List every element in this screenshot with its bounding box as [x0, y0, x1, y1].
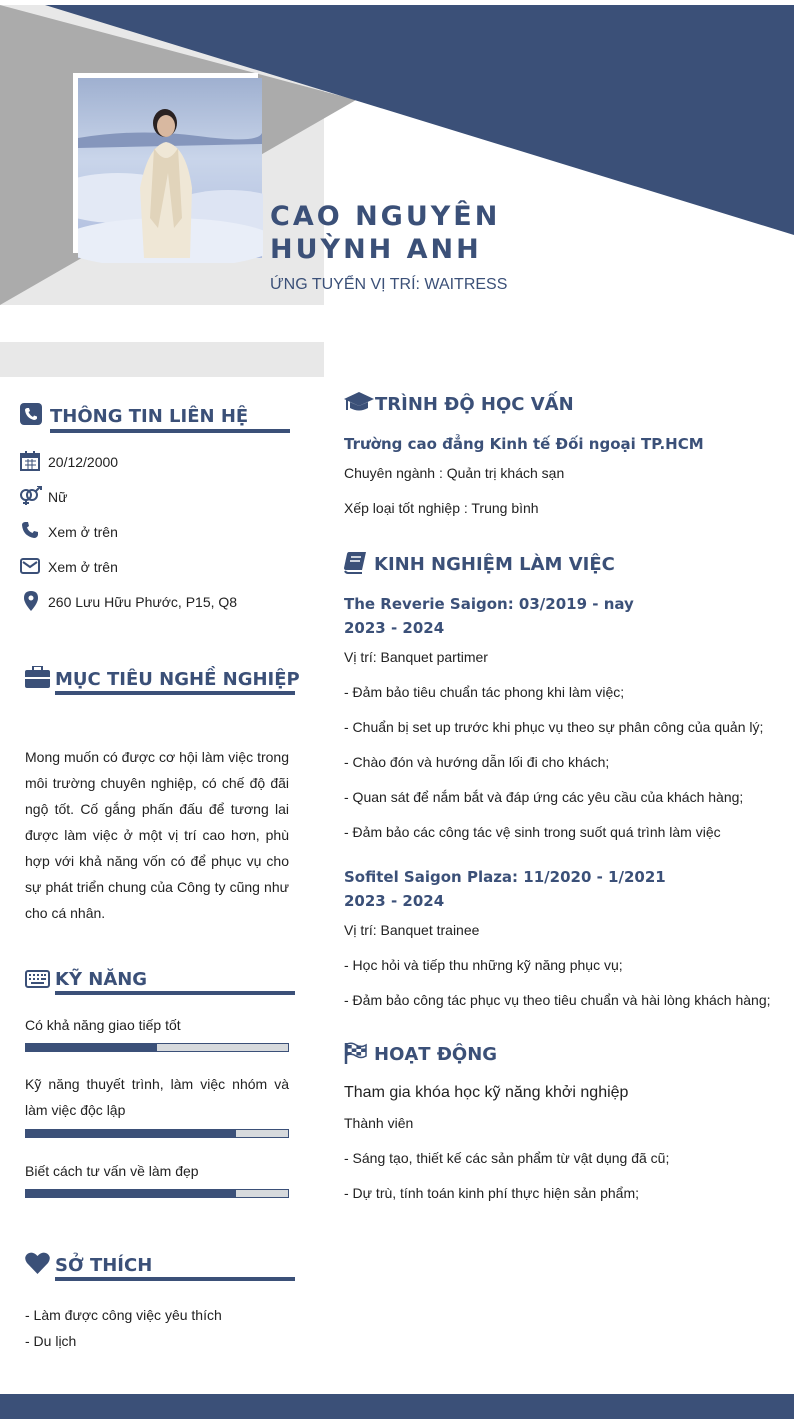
- skill-label: Có khả năng giao tiếp tốt: [25, 1017, 181, 1033]
- activity-item: - Dự trù, tính toán kinh phí thực hiện sản phẩm;: [344, 1185, 640, 1201]
- education-grade: Xếp loại tốt nghiệp : Trung bình: [344, 500, 539, 516]
- applied-position: ỨNG TUYỂN VỊ TRÍ: WAITRESS: [270, 276, 508, 293]
- phone-square-icon: [20, 403, 42, 425]
- contact-phone: Xem ở trên: [48, 524, 118, 540]
- flag-icon: [344, 1042, 368, 1064]
- education-section: [344, 390, 794, 530]
- hobbies-title: SỞ THÍCH: [55, 1255, 153, 1276]
- hobby-item: - Làm được công việc yêu thích: [25, 1307, 222, 1323]
- job-company: Sofitel Saigon Plaza: 11/2020 - 1/2021: [344, 868, 666, 886]
- job-company: The Reverie Saigon: 03/2019 - nay: [344, 595, 634, 613]
- contact-address: 260 Lưu Hữu Phước, P15, Q8: [48, 594, 238, 610]
- skill-bar: [25, 1189, 289, 1198]
- job-duty: - Học hỏi và tiếp thu những kỹ năng phục vụ;: [344, 957, 623, 973]
- activities-section: [344, 1040, 794, 1210]
- gender-icon: [18, 486, 44, 506]
- skills-section: [0, 965, 324, 1215]
- job-role: Vị trí: Banquet trainee: [344, 922, 480, 938]
- profile-photo: [73, 73, 258, 253]
- phone-icon: [22, 522, 38, 538]
- skill-label: Kỹ năng thuyết trình, làm việc nhóm và làm việc độc lập: [25, 1076, 289, 1118]
- job-duty: - Chuẩn bị set up trước khi phục vụ theo sự phân công của quản lý;: [344, 719, 764, 735]
- activity-item: - Sáng tạo, thiết kế các sản phẩm từ vật dụng đã cũ;: [344, 1150, 670, 1166]
- contact-gender: Nữ: [48, 489, 68, 505]
- contact-title: THÔNG TIN LIÊN HỆ: [50, 406, 249, 427]
- briefcase-icon: [25, 666, 50, 688]
- skill-label: Biết cách tư vấn về làm đẹp: [25, 1163, 199, 1179]
- skills-title: KỸ NĂNG: [55, 969, 148, 990]
- hobby-item: - Du lịch: [25, 1333, 77, 1349]
- objective-text: Mong muốn có được cơ hội làm việc trong môi trường chuyên nghiệp, có chế độ đãi ngộ tốt. Cố gắng phấn đấu để tương lai được làm việc ở một vị trí cao hơn, phù hợp với khả năng vốn có để phục vụ cho sự phát triển chung của Công ty cũng như cho cá nhân.: [25, 749, 289, 921]
- map-pin-icon: [24, 591, 38, 611]
- contact-section: [0, 395, 324, 625]
- skills-underline: [55, 991, 295, 995]
- activity-name: Tham gia khóa học kỹ năng khởi nghiệp: [344, 1084, 629, 1101]
- contact-email: Xem ở trên: [48, 559, 118, 575]
- candidate-name-line2: HUỲNH ANH: [270, 234, 482, 265]
- graduation-cap-icon: [344, 392, 374, 414]
- candidate-name-line1: CAO NGUYÊN: [270, 201, 501, 232]
- job-duty: - Đảm bảo công tác phục vụ theo tiêu chuẩn và hài lòng khách hàng;: [344, 992, 771, 1008]
- heart-icon: [25, 1252, 50, 1274]
- job-duty: - Đảm bảo tiêu chuẩn tác phong khi làm việc;: [344, 684, 625, 700]
- job-duty: - Đảm bảo các công tác vệ sinh trong suốt quá trình làm việc: [344, 824, 721, 840]
- skill-bar: [25, 1043, 289, 1052]
- objective-underline: [55, 691, 295, 695]
- hobbies-underline: [55, 1277, 295, 1281]
- skill-bar: [25, 1129, 289, 1138]
- experience-title: KINH NGHIỆM LÀM VIỆC: [374, 554, 615, 575]
- objective-section: [0, 660, 324, 930]
- activity-role: Thành viên: [344, 1115, 414, 1131]
- activities-title: HOẠT ĐỘNG: [374, 1044, 498, 1065]
- job-period: 2023 - 2024: [344, 892, 445, 910]
- objective-title: MỤC TIÊU NGHỀ NGHIỆP: [55, 669, 300, 690]
- contact-underline: [50, 429, 290, 433]
- skill-bar-fill: [26, 1044, 157, 1051]
- job-duty: - Chào đón và hướng dẫn lối đi cho khách;: [344, 754, 610, 770]
- contact-birthdate: 20/12/2000: [48, 454, 119, 470]
- education-school: Trường cao đẳng Kinh tế Đối ngoại TP.HCM: [344, 435, 704, 453]
- skill-bar-fill: [26, 1190, 236, 1197]
- skill-bar-fill: [26, 1130, 236, 1137]
- keyboard-icon: [25, 970, 50, 988]
- education-major: Chuyên ngành : Quản trị khách sạn: [344, 465, 565, 481]
- education-title: TRÌNH ĐỘ HỌC VẤN: [375, 394, 574, 415]
- experience-section: [344, 550, 794, 1015]
- book-icon: [344, 552, 366, 574]
- hobbies-section: [0, 1250, 324, 1360]
- calendar-icon: [20, 451, 40, 471]
- job-duty: - Quan sát để nắm bắt và đáp ứng các yêu cầu của khách hàng;: [344, 789, 744, 805]
- footer-bar: [0, 1394, 794, 1419]
- job-role: Vị trí: Banquet partimer: [344, 649, 488, 665]
- job-period: 2023 - 2024: [344, 619, 445, 637]
- email-icon: [20, 557, 40, 575]
